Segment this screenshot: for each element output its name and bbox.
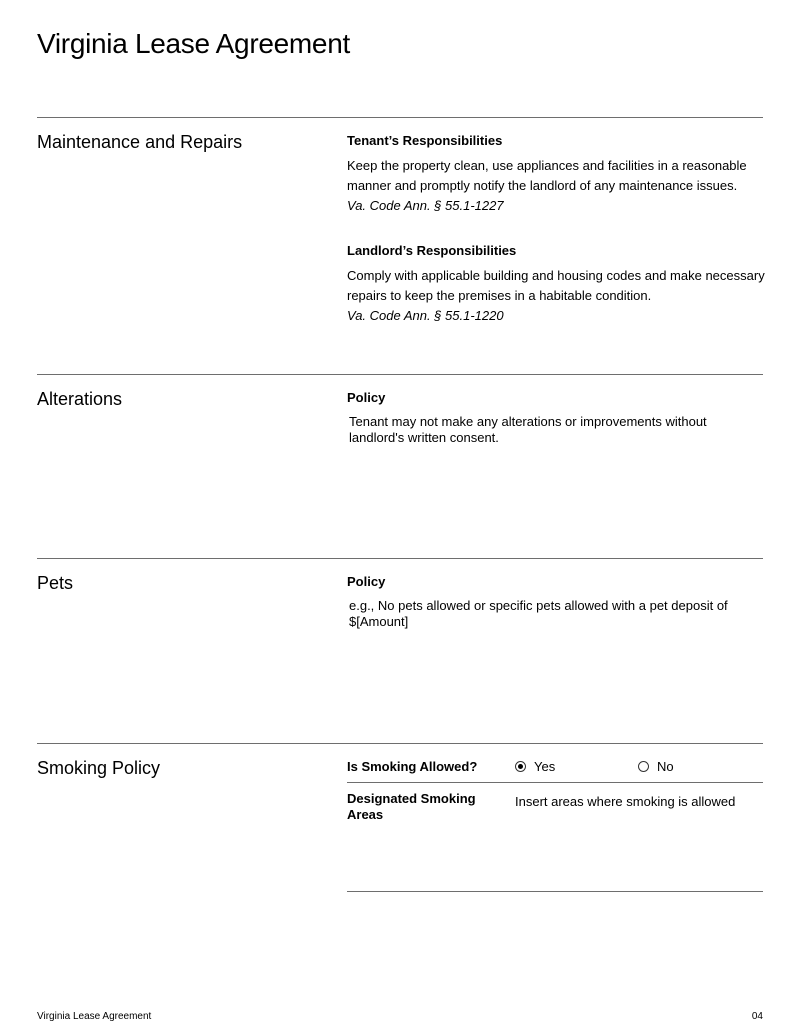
section-divider xyxy=(37,558,763,559)
alterations-policy-heading: Policy xyxy=(347,390,386,405)
section-label-pets: Pets xyxy=(37,573,74,593)
section-label-smoking: Smoking Policy xyxy=(37,758,161,778)
alterations-policy-block xyxy=(347,390,767,446)
smoking-allowed-row xyxy=(347,759,763,775)
footer-title: Virginia Lease Agreement xyxy=(37,1011,152,1022)
section-label-alterations: Alterations xyxy=(37,389,123,409)
pets-policy-field[interactable]: e.g., No pets allowed or specific pets allowed with a pet deposit of $[Amount] xyxy=(349,598,728,629)
landlord-citation: Va. Code Ann. § 55.1-1220 xyxy=(347,308,504,323)
smoking-allowed-label: Is Smoking Allowed? xyxy=(347,759,478,774)
page-number: 04 xyxy=(751,1011,763,1022)
smoking-areas-field[interactable]: Insert areas where smoking is allowed xyxy=(515,794,736,809)
smoking-no-label: No xyxy=(657,759,674,774)
pets-policy-block xyxy=(347,574,767,630)
landlord-responsibilities-heading: Landlord’s Responsibilities xyxy=(347,243,517,258)
alterations-policy-field[interactable]: Tenant may not make any alterations or improvements without landlord's written consent. xyxy=(349,414,707,445)
section-divider xyxy=(37,374,763,375)
field-underline xyxy=(347,891,763,892)
section-divider xyxy=(37,743,763,744)
smoking-yes-label: Yes xyxy=(534,759,556,774)
landlord-responsibilities-text: Comply with applicable building and housing codes and make necessary repairs to keep the premises in a habitable condition. xyxy=(347,268,765,303)
tenant-citation: Va. Code Ann. § 55.1-1227 xyxy=(347,198,504,213)
document-title: Virginia Lease Agreement xyxy=(37,28,350,59)
radio-checked-icon[interactable] xyxy=(515,761,526,772)
tenant-responsibilities-text: Keep the property clean, use appliances and facilities in a reasonable manner and promptly notify the landlord of any maintenance issues. xyxy=(347,158,747,193)
section-label-maintenance: Maintenance and Repairs xyxy=(37,132,243,152)
smoking-areas-row xyxy=(347,791,763,831)
smoking-areas-label: Designated Smoking Areas xyxy=(347,791,476,822)
row-divider xyxy=(347,782,763,783)
smoking-yes-radio[interactable] xyxy=(515,759,555,774)
tenant-responsibilities-heading: Tenant’s Responsibilities xyxy=(347,133,503,148)
radio-unchecked-icon[interactable] xyxy=(638,761,649,772)
maintenance-landlord-block xyxy=(347,243,767,326)
smoking-no-radio[interactable] xyxy=(638,759,674,774)
maintenance-tenant-block xyxy=(347,133,767,216)
section-divider xyxy=(37,117,763,118)
pets-policy-heading: Policy xyxy=(347,574,386,589)
